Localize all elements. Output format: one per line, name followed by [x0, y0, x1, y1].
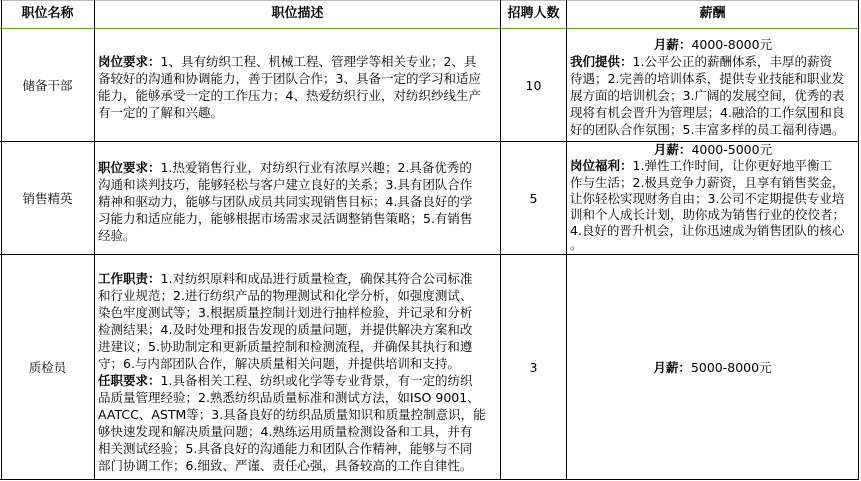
header-count: 招聘人数 — [507, 6, 560, 21]
desc-label: 职位要求： — [98, 160, 161, 175]
benefit-line: 好的团队合作氛围；5.丰富多样的员工福利待遇。 — [570, 122, 845, 137]
salary-cell — [567, 255, 858, 479]
benefit-line: 4.良好的晋升机会，让你迅速成为销售团队的核心 — [570, 223, 845, 239]
job-count: 10 — [525, 77, 542, 93]
salary-label: 月薪： — [653, 142, 692, 157]
job-description — [98, 159, 472, 244]
desc-line: 1.对纺织原料和成品进行质量检查，确保其符合公司标准 — [160, 271, 473, 286]
benefit-line: 展方面的培训机会；3.广阔的发展空间，优秀的表 — [570, 88, 845, 103]
benefit-line: 待遇；2.完善的培训体系，提供专业技能和职业发 — [570, 71, 845, 86]
col-divider — [858, 0, 859, 480]
header-salary: 薪酬 — [699, 6, 726, 21]
header-desc: 职位描述 — [271, 6, 324, 21]
desc-line: 相关测试经验；5.具备良好的沟通能力和团队合作精神，能够与不同 — [98, 441, 473, 456]
desc-line: 进建议；5.协助制定和更新质量控制和检测流程，并确保其执行和遵 — [98, 339, 473, 354]
desc-line: 染色牢度测试等；3.根据质量控制计划进行抽样检验，并记录和分析 — [98, 305, 473, 320]
job-count: 3 — [529, 359, 538, 375]
desc-line: 习能力和适应能力，能够根据市场需求灵活调整销售策略；5.有销售 — [98, 211, 473, 226]
desc-line: 能力，能够承受一定的工作压力；4、热爱纺织行业，对纺织纱线生产 — [98, 88, 481, 103]
desc-line: 品质量管理经验；2.熟悉纺织品质量标准和测试方法，如ISO 9001、 — [98, 390, 480, 405]
desc-line: AATCC、ASTM等；3.具备良好的纺织品质量知识和质量控制意识，能 — [98, 407, 486, 422]
salary-value: 5000-8000元 — [690, 360, 772, 375]
salary-cell — [570, 142, 856, 252]
header-divider — [0, 28, 859, 29]
desc-line: 和行业规范；2.进行纺织产品的物理测试和化学分析，如强度测试、 — [98, 288, 473, 303]
benefit-label: 岗位福利： — [570, 158, 633, 174]
job-name: 储备干部 — [22, 78, 73, 93]
benefit-line: 1.弹性工作时间，让你更好地平衡工 — [632, 158, 832, 174]
job-name: 质检员 — [28, 360, 67, 375]
col-divider — [94, 0, 95, 480]
benefit-line: 现将有机会晋升为管理层；4.融洽的工作氛围和良 — [570, 105, 845, 120]
benefit-line: 作与生活；2.极具竞争力薪资，且享有销售奖金， — [570, 174, 845, 190]
desc-line: 1.热爱销售行业，对纺织行业有浓厚兴趣；2.具备优秀的 — [160, 160, 472, 175]
benefit-line: 。 — [570, 236, 583, 252]
benefit-line: 1.公平公正的薪酬体系，丰厚的薪资 — [632, 54, 832, 69]
salary-cell — [570, 36, 856, 138]
salary-value: 4000-8000元 — [691, 37, 773, 52]
desc-line: 1、具有纺织工程、机械工程、管理学等相关专业；2、具 — [160, 54, 477, 69]
desc-line: 经验。 — [98, 228, 136, 243]
benefit-label: 我们提供： — [570, 54, 633, 69]
benefit-line: 训和个人成长计划，助你成为销售行业的佼佼者； — [570, 207, 846, 223]
desc-line: 部门协调工作；6.细致、严谨、责任心强，具备较高的工作自律性。 — [98, 458, 473, 473]
req-label: 任职要求： — [98, 373, 161, 388]
desc-line: 检测结果；4.及时处理和报告发现的质量问题，并提供解决方案和改 — [98, 322, 473, 337]
desc-line: 1.具备相关工程、纺织或化学等专业背景，有一定的纺织 — [160, 373, 473, 388]
desc-line: 有一定的了解和兴趣。 — [98, 105, 224, 120]
row-divider — [0, 479, 859, 480]
desc-line: 守；6.与内部团队合作，解决质量相关问题，并提供培训和支持。 — [98, 356, 460, 371]
benefit-line: 让你轻松实现财务自由；3.公司不定期提供专业培 — [570, 190, 845, 206]
salary-label: 月薪： — [653, 360, 691, 375]
salary-value: 4000-5000元 — [691, 142, 773, 157]
job-description — [98, 53, 481, 121]
desc-line: 够快速发现和解决质量问题；4.熟练运用质量检测设备和工具，并有 — [98, 424, 473, 439]
duty-label: 工作职责： — [98, 271, 161, 286]
desc-line: 沟通和谈判技巧，能够轻松与客户建立良好的关系；3.具有团队合作 — [98, 177, 473, 192]
header-name: 职位名称 — [21, 6, 74, 21]
desc-line: 备较好的沟通和协调能力，善于团队合作；3、具备一定的学习和适应 — [98, 71, 481, 86]
job-description — [98, 270, 486, 474]
desc-line: 精神和驱动力，能够与团队成员共同实现销售目标；4.具备良好的学 — [98, 194, 473, 209]
job-count: 5 — [529, 190, 538, 206]
job-name: 销售精英 — [22, 191, 73, 206]
salary-label: 月薪： — [653, 37, 692, 52]
desc-label: 岗位要求： — [98, 54, 161, 69]
